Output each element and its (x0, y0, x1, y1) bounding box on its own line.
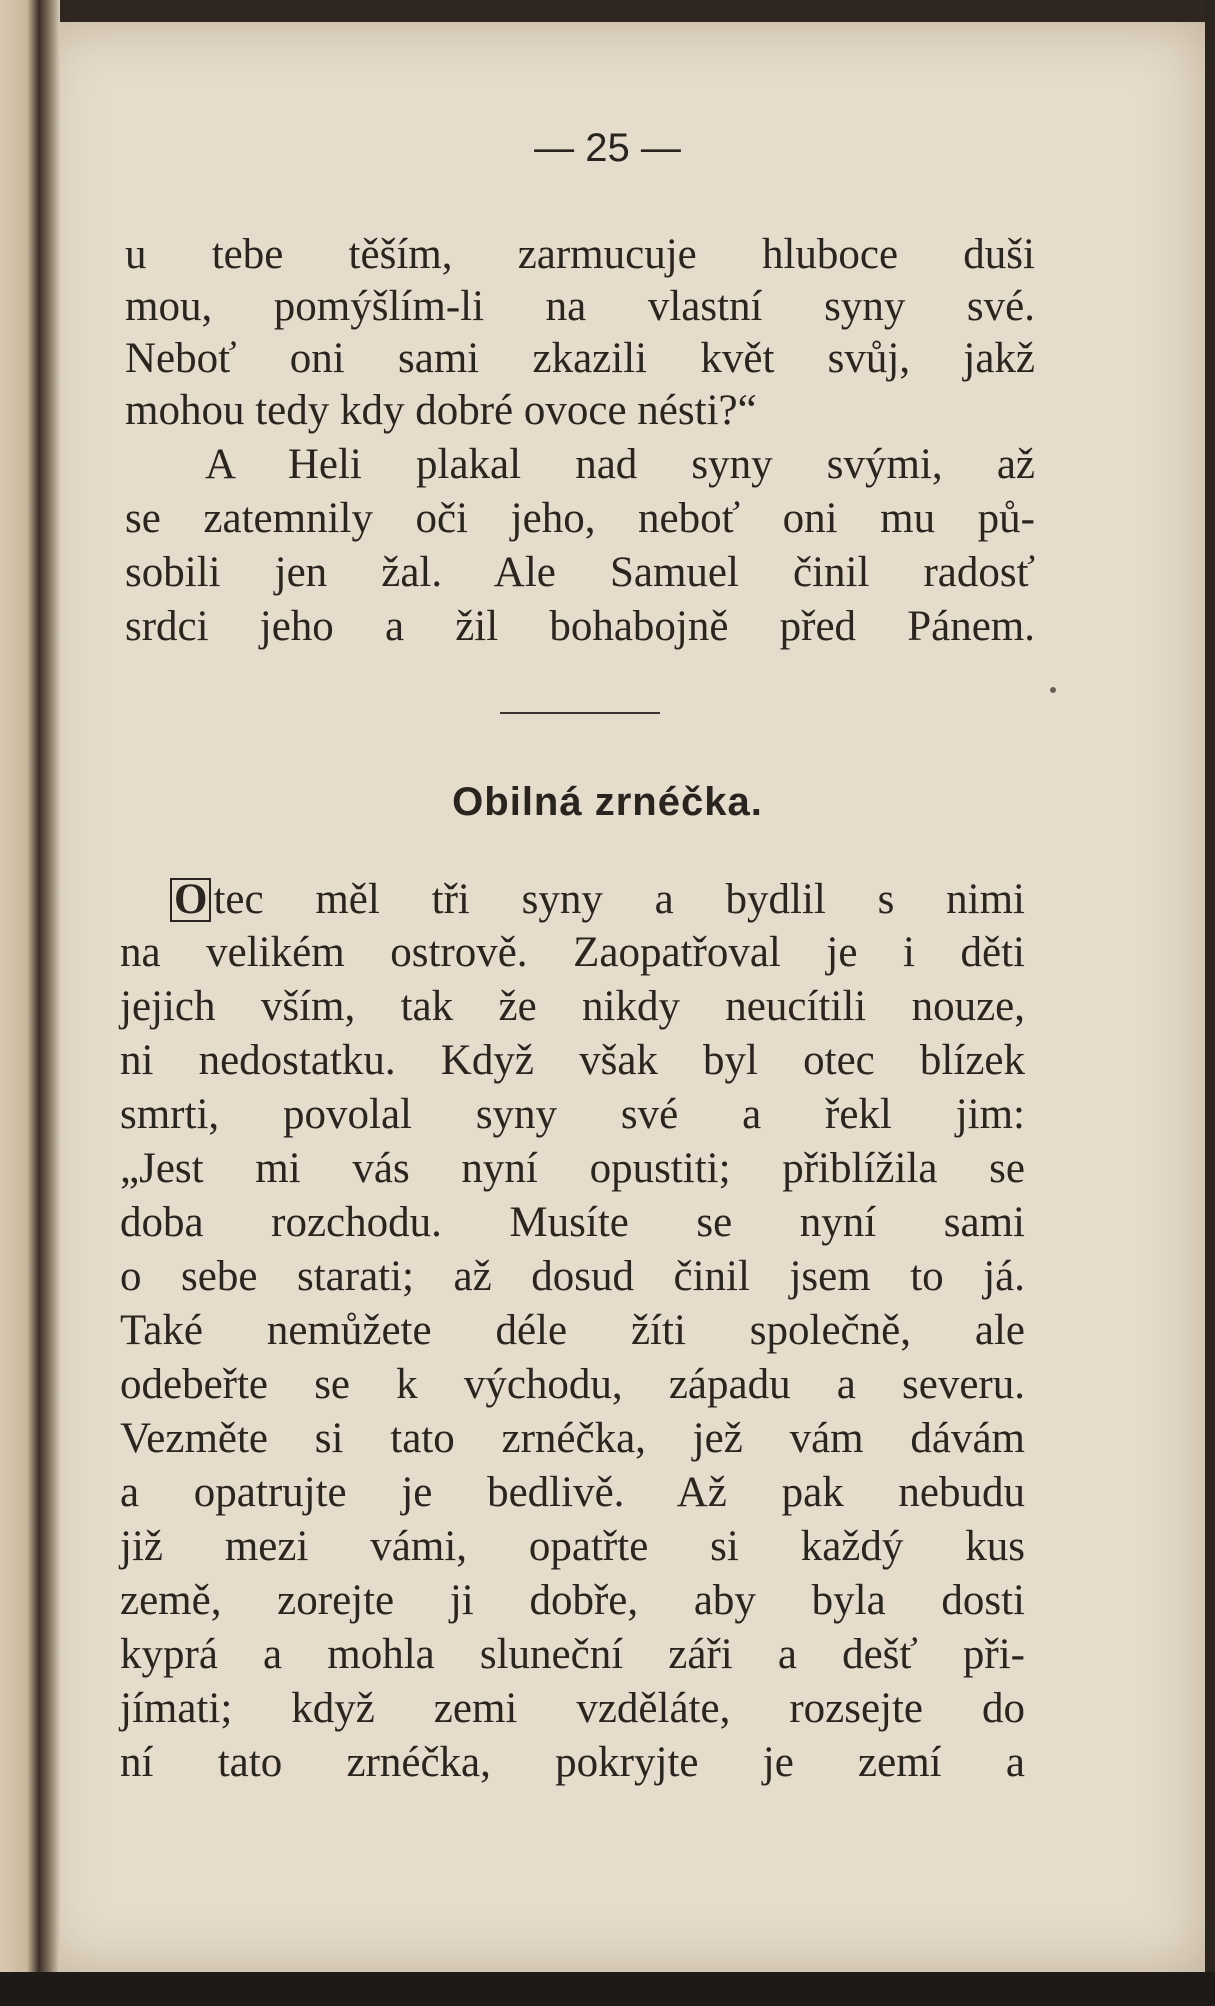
text-line: u tebe těším, zarmucuje hluboce duši (125, 231, 1035, 278)
text-line: ni nedostatku. Když však byl otec blízek (120, 1037, 1025, 1084)
section-divider (500, 712, 660, 714)
text-line: země, zorejte ji dobře, aby byla dosti (120, 1577, 1025, 1624)
text-line: „Jest mi vás nyní opustiti; přiblížila se (120, 1145, 1025, 1192)
text-line: mohou tedy kdy dobré ovoce nésti?“ (125, 387, 757, 434)
text-line: Také nemůžete déle žíti společně, ale (120, 1307, 1025, 1354)
text-line: ní tato zrnéčka, pokryjte je zemí a (120, 1739, 1025, 1786)
page-number: — 25 — (534, 126, 681, 170)
text-line: mou, pomýšlím-li na vlastní syny své. (125, 283, 1035, 330)
text-line: sobili jen žal. Ale Samuel činil radosť (125, 549, 1035, 596)
text-line: smrti, povolal syny své a řekl jim: (120, 1091, 1025, 1138)
text-line: Neboť oni sami zkazili květ svůj, jakž (125, 335, 1035, 382)
text-line: jímati; když zemi vzděláte, rozsejte do (120, 1685, 1025, 1732)
book-spine (0, 0, 60, 2006)
text-line: jejich vším, tak že nikdy neucítili nouze, (120, 983, 1025, 1030)
text-line: na velikém ostrově. Zaopatřoval je i děti (120, 929, 1025, 976)
text-line: A Heli plakal nad syny svými, až (205, 441, 1035, 488)
ink-dot (1050, 687, 1056, 693)
page-edge-right (1205, 0, 1215, 2006)
text-line: doba rozchodu. Musíte se nyní sami (120, 1199, 1025, 1246)
section-heading: Obilná zrnéčka. (452, 780, 763, 824)
text-line: a opatrujte je bedlivě. Až pak nebudu (120, 1469, 1025, 1516)
text-line: o sebe starati; až dosud činil jsem to já. (120, 1253, 1025, 1300)
text-line-first (170, 875, 1025, 925)
text-line: odebeřte se k východu, západu a severu. (120, 1361, 1025, 1408)
text-line: již mezi vámi, opatřte si každý kus (120, 1523, 1025, 1570)
text-line: srdci jeho a žil bohabojně před Pánem. (125, 603, 1035, 650)
first-line-text: tec měl tři syny a bydlil s nimi (213, 876, 1025, 923)
text-line: Vezměte si tato zrnéčka, jež vám dávám (120, 1415, 1025, 1462)
initial-letter: O (170, 878, 211, 922)
text-line: kyprá a mohla sluneční záři a dešť při- (120, 1631, 1025, 1678)
text-line: se zatemnily oči jeho, neboť oni mu pů- (125, 495, 1035, 542)
page-edge-bottom (0, 1972, 1215, 2006)
